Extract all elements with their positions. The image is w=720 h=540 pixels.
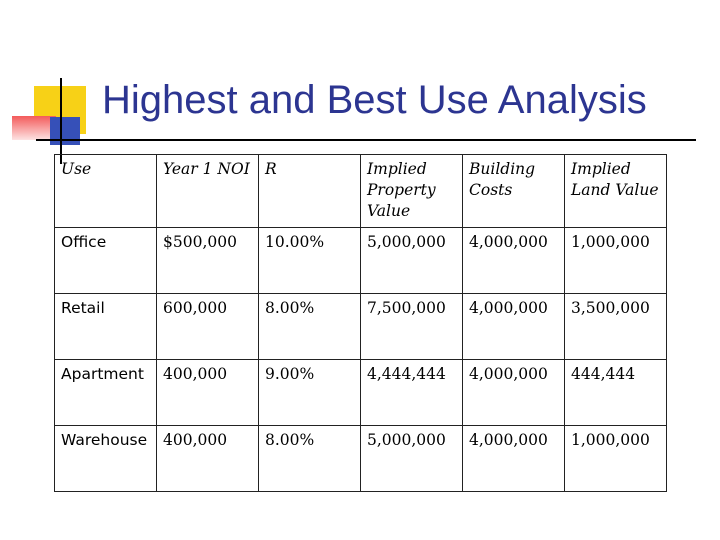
cell-property-value: 5,000,000	[361, 228, 463, 294]
header-row	[55, 155, 667, 228]
cell-land-value: 1,000,000	[565, 228, 667, 294]
cell-use: Retail	[55, 294, 157, 360]
cell-r: 9.00%	[259, 360, 361, 426]
cell-land-value: 1,000,000	[565, 426, 667, 492]
table-row	[55, 360, 667, 426]
header-use: Use	[55, 155, 157, 228]
cell-building-costs: 4,000,000	[463, 360, 565, 426]
cell-r: 8.00%	[259, 426, 361, 492]
cell-noi: 400,000	[157, 426, 259, 492]
header-r: R	[259, 155, 361, 228]
slide-title: Highest and Best Use Analysis	[102, 78, 647, 122]
cell-use: Warehouse	[55, 426, 157, 492]
cell-noi: 600,000	[157, 294, 259, 360]
header-year1-noi: Year 1 NOI	[157, 155, 259, 228]
cell-building-costs: 4,000,000	[463, 294, 565, 360]
header-implied-property-value: Implied Property Value	[361, 155, 463, 228]
cell-property-value: 5,000,000	[361, 426, 463, 492]
table-row	[55, 294, 667, 360]
header-building-costs: Building Costs	[463, 155, 565, 228]
cell-building-costs: 4,000,000	[463, 426, 565, 492]
cell-r: 8.00%	[259, 294, 361, 360]
cell-property-value: 7,500,000	[361, 294, 463, 360]
cell-land-value: 444,444	[565, 360, 667, 426]
cell-noi: $500,000	[157, 228, 259, 294]
decor-vertical-line	[60, 78, 62, 164]
table-row	[55, 426, 667, 492]
cell-building-costs: 4,000,000	[463, 228, 565, 294]
analysis-table	[54, 154, 667, 492]
table-row	[55, 228, 667, 294]
cell-noi: 400,000	[157, 360, 259, 426]
header-implied-land-value: Implied Land Value	[565, 155, 667, 228]
cell-land-value: 3,500,000	[565, 294, 667, 360]
cell-property-value: 4,444,444	[361, 360, 463, 426]
title-underline	[36, 139, 696, 141]
cell-r: 10.00%	[259, 228, 361, 294]
cell-use: Office	[55, 228, 157, 294]
cell-use: Apartment	[55, 360, 157, 426]
